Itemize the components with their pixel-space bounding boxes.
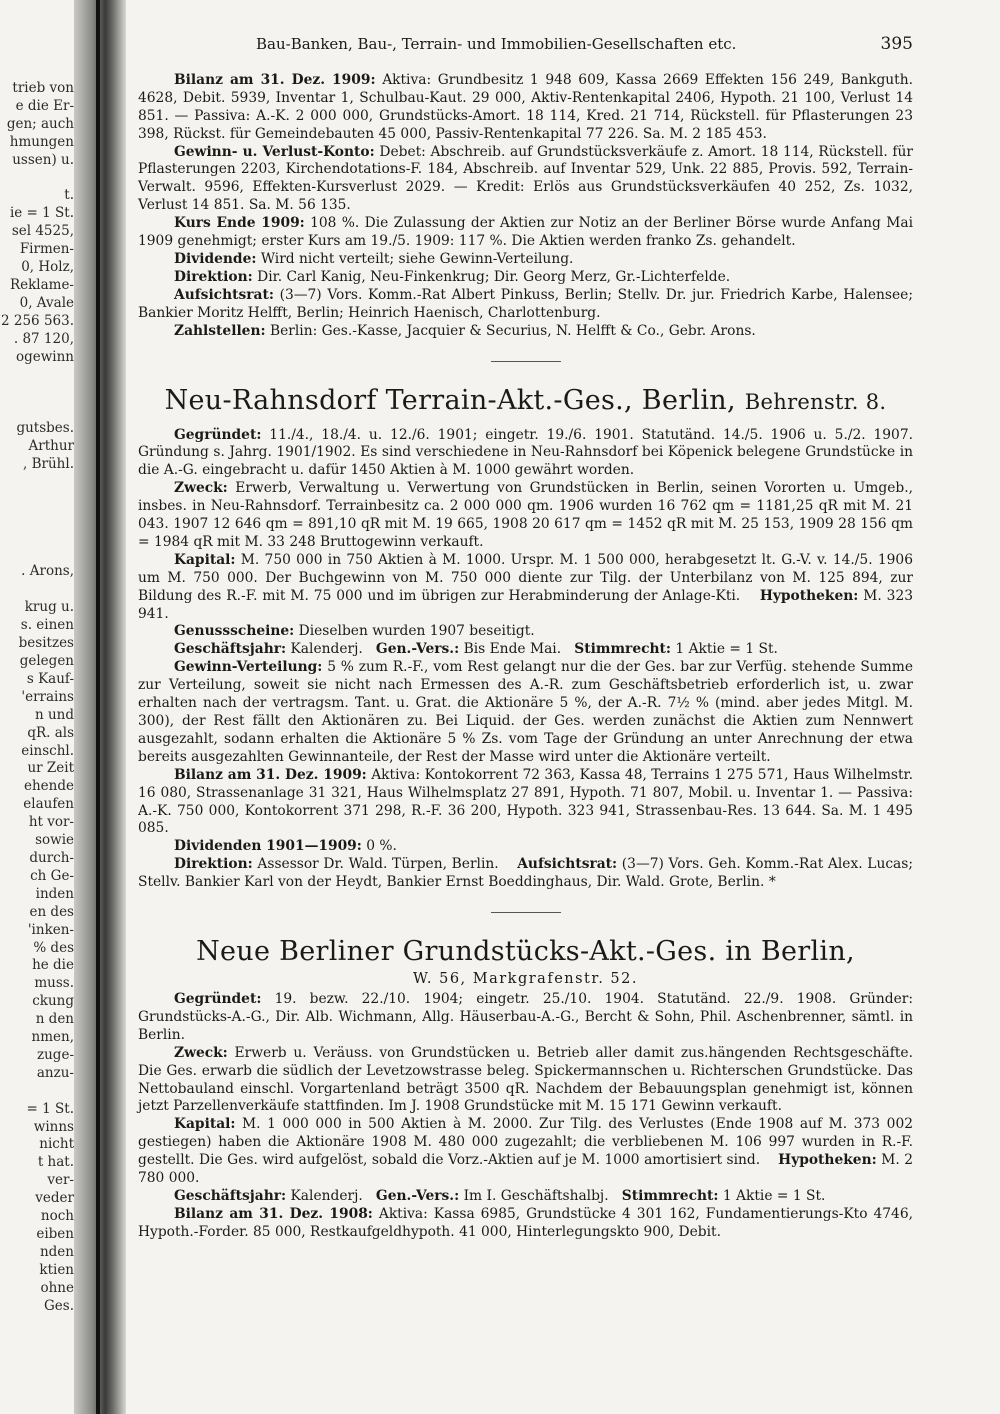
left-fragment-line: hmungen <box>9 133 74 150</box>
left-fragment-line: veder <box>35 1190 74 1207</box>
entry-zweck: Zweck: Erwerb u. Veräuss. von Grundstücken u. Betrieb aller damit zus.hängenden Rechtsgeschäfte. Die Ges. erwarb die südlich der Levetzowstrasse beleg. Spickermannschen u. Richterschen Grundstücke. Das Nettobauland einschl. Vorgartenland beträgt 3500 qR. Nachdem der Bebauungsplan genehmigt ist, können jetzt Parzellenverkäufe stattfinden. Im J. 1908 Grundstücke mit M. 15 171 Gewinn verkauft. <box>138 1044 913 1115</box>
entry-bilanz: Bilanz am 31. Dez. 1908: Aktiva: Kassa 6985, Grundstücke 4 301 162, Fundamentierungs-Kto 4746, Hypoth.-Forder. 85 000, Restkaufgeldhypoth. 41 000, Hinterlegungskto 900, Debit. <box>138 1205 913 1240</box>
left-fragment-line: ch Ge- <box>30 867 74 884</box>
company-address: W. 56, Markgrafenstr. 52. <box>413 971 638 988</box>
left-fragment-line <box>0 528 74 546</box>
entry-dividenden: Dividenden 1901—1909: 0 %. <box>174 838 397 855</box>
left-fragment-line: n den <box>35 1011 74 1028</box>
entry-kurs: Kurs Ende 1909: 108 %. Die Zulassung der Aktien zur Notiz an der Berliner Börse wurde Anfang Mai 1909 genehmigt; erster Kurs am 19./5. 1909: 117 %. Die Aktien werden franko Zs. gehandelt. <box>138 215 914 250</box>
left-fragment-line: . 87 120, <box>13 330 74 347</box>
left-fragment-line: ie = 1 St. <box>9 205 74 222</box>
left-fragment-line: ckung <box>32 993 74 1010</box>
left-fragment-line <box>0 402 74 420</box>
left-fragment-line: inden <box>35 885 74 902</box>
entry-geschaeftsjahr: Geschäftsjahr: Kalenderj. Gen.-Vers.: Im I. Geschäftshalbj. Stimmrecht: 1 Aktie = 1 St. <box>174 1187 826 1204</box>
entry-kapital: Kapital: M. 750 000 in 750 Aktien à M. 1000. Urspr. M. 1 500 000, herabgesetzt lt. G.-V. v. 14./5. 1906 um M. 750 000. Der Buchgewinn von M. 750 000 diente zur Tilg. der Unterbilanz von M. 125 894, zur Bildung des R.-F. mit M. 75 000 und im übrigen zur Herabminderung der Anlage-Kti. Hypotheken: M. 323 941. <box>138 551 914 622</box>
entry-zahlstellen: Zahlstellen: Berlin: Ges.-Kasse, Jacquier & Securius, N. Helfft & Co., Gebr. Arons. <box>174 322 756 339</box>
left-fragment-line: he die <box>32 957 74 974</box>
section-divider <box>491 361 561 362</box>
left-fragment-line <box>0 581 74 599</box>
left-fragment-line: elaufen <box>23 796 74 813</box>
left-fragment-line: ht vor- <box>28 814 74 831</box>
left-fragment-line: besitzes <box>18 635 74 652</box>
entry-direktion: Direktion: Dir. Carl Kanig, Neu-Finkenkrug; Dir. Georg Merz, Gr.-Lichterfelde. <box>174 268 731 285</box>
left-fragment-line: s. einen <box>20 617 74 634</box>
left-fragment-line: . Arons, <box>21 563 74 580</box>
left-fragment-line: ehende <box>24 778 74 795</box>
left-fragment-line: n und <box>34 706 74 723</box>
left-fragment-line <box>0 384 74 402</box>
left-fragment-line: nden <box>39 1243 74 1260</box>
left-fragment-line <box>0 1083 74 1101</box>
left-fragment-line <box>0 510 74 528</box>
left-fragment-line: winns <box>33 1118 74 1135</box>
gutter-shadow-line <box>96 0 100 1414</box>
entry-gegruendet: Gegründet: 19. bezw. 22./10. 1904; eingetr. 25./10. 1904. Statutänd. 22./9. 1908. Gründer: Grundstücks-A.-G., Dir. Alb. Wichmann, Allg. Häuserbau-A.-G., Bercht & Sohn, Phil. Aschenbrenner, sämtl. in Berlin. <box>138 990 913 1043</box>
left-fragment-line: Arthur <box>28 438 74 455</box>
entry-gegruendet: Gegründet: 11./4., 18./4. u. 12./6. 1901; eingetr. 19./6. 1901. Statutänd. 14./5. 1906 u. 5./2. 1907. Gründung s. Jahrg. 1901/1902. Es sind verschiedene in Neu-Rahnsdorf bei Köpenick belegene Grundstücke in die A.-G. eingebracht u. dafür 1450 Aktien à M. 1000 gewährt worden. <box>138 426 913 479</box>
left-fragment-line: % des <box>33 939 74 956</box>
left-fragment-line <box>0 474 74 492</box>
left-fragment-line: , Brühl. <box>23 456 74 473</box>
left-fragment-line: 0, Holz, <box>21 259 74 276</box>
left-fragment-line: Reklame- <box>9 276 74 293</box>
entry-zweck: Zweck: Erwerb, Verwaltung u. Verwertung von Grundstücken in Berlin, seinen Vororten u. Umgeb., insbes. in Neu-Rahnsdorf. Terrainbesitz ca. 2 000 000 qm. 1906 wurden 16 762 qm = 1181,25 qR mit M. 21 043. 1907 12 646 qm = 891,10 qR mit M. 19 665, 1908 20 617 qm = 1452 qR mit M. 25 153, 1909 28 156 qm = 1984 qR mit M. 33 248 Bruttogewinn verkauft. <box>138 480 913 550</box>
left-fragment-line: anzu- <box>36 1064 74 1081</box>
left-fragment-line: Firmen- <box>19 241 74 258</box>
left-fragment-line: Ges. <box>44 1297 74 1314</box>
left-fragment-line: sel 4525, <box>11 223 74 240</box>
left-fragment-line: t. <box>64 187 74 204</box>
left-fragment-line: 0, Avale <box>19 294 74 311</box>
book-gutter <box>74 0 126 1414</box>
left-fragment-line: krug u. <box>24 599 74 616</box>
left-fragment-line: zuge- <box>37 1046 74 1063</box>
left-fragment-line <box>0 546 74 564</box>
left-fragment-line: ktien <box>39 1261 74 1278</box>
entry-bilanz: Bilanz am 31. Dez. 1909: Aktiva: Grundbesitz 1 948 609, Kassa 2669 Effekten 156 249, Bankguth. 4628, Debit. 5939, Inventar 1, Schulbau-Kaut. 29 000, Aktiv-Rentenkapital 2406, Hypoth. 21 100, Verlust 14 851. — Passiva: A.-K. 2 000 000, Grundstücks-Amort. 18 114, Kred. 21 714, Rückstell. für Pflasterungen 23 398, Rückst. für Gemeindebauten 45 000, Passiv-Rentenkapital 77 226. Sa. M. 2 185 453. <box>138 71 914 142</box>
entry-genussscheine: Genussscheine: Dieselben wurden 1907 beseitigt. <box>174 623 535 640</box>
entry-kapital: Kapital: M. 1 000 000 in 500 Aktien à M. 2000. Zur Tilg. des Verlustes (Ende 1908 auf M. 373 002 gestiegen) haben die Aktionäre 1908 M. 480 000 zugezahlt; die verbliebenen M. 106 997 wurden in R.-F. gestellt. Die Ges. wird aufgelöst, sobald die Vorz.-Aktien auf je M. 1000 amortisiert sind. Hypotheken: M. 2 780 000. <box>138 1116 913 1187</box>
company-neu-rahnsdorf <box>138 384 913 893</box>
entry-direktion: Direktion: Assessor Dr. Wald. Türpen, Berlin. Aufsichtsrat: (3—7) Vors. Geh. Komm.-Rat Alex. Lucas; Stellv. Bankier Karl von der Heydt, Bankier Ernst Boeddinghaus, Dir. Wald. Grote, Berlin. * <box>138 856 914 891</box>
left-fragment-line: ogewinn <box>15 348 74 365</box>
entry-geschaeftsjahr: Geschäftsjahr: Kalenderj. Gen.-Vers.: Bis Ende Mai. Stimmrecht: 1 Aktie = 1 St. <box>174 641 778 658</box>
left-fragment-line: qR. als <box>27 724 74 741</box>
left-fragment-line: e die Er- <box>15 97 74 114</box>
running-header: Bau-Banken, Bau-, Terrain- und Immobilien-Gesellschaften etc. <box>256 35 737 53</box>
page-header <box>138 36 913 54</box>
main-column <box>138 36 913 1242</box>
left-fragment-line: ver- <box>47 1172 74 1189</box>
entry-bilanz: Bilanz am 31. Dez. 1909: Aktiva: Kontokorrent 72 363, Kassa 48, Terrains 1 275 571, Haus Wilhelmstr. 16 080, Strassenanlage 31 321, Haus Wilhelmsplatz 27 891, Hypoth. 71 807, Mobil. u. Inventar 1. — Passiva: A.-K. 750 000, Kontokorrent 371 298, R.-F. 36 200, Hypoth. 323 941, Strassenbau-Res. 13 644. Sa. M. 1 495 085. <box>138 766 913 837</box>
left-fragment-line: 'inken- <box>27 921 74 938</box>
left-fragment-line: en des <box>29 903 74 920</box>
section-continuation <box>138 72 913 341</box>
entry-gewinn-konto: Gewinn- u. Verlust-Konto: Debet: Abschreib. auf Grundstücksverkäufe z. Amort. 18 114, Rückstell. für Pflasterungen 2203, Kirchendotations-F. 184, Abschreib. auf Inventar 529, Unk. 22 885, Provis. 592, Terrain-Verwalt. 9596, Effekten-Kursverlust 2029. — Kredit: Erlös aus Grundstücksverkäufen 40 252, Zs. 1032, Verlust 14 851. Sa. M. 56 135. <box>138 143 913 214</box>
company-title: Neu-Rahnsdorf Terrain-Akt.-Ges., Berlin, Behrenstr. 8. <box>164 384 887 416</box>
left-fragment-line: einschl. <box>21 742 74 759</box>
entry-dividende: Dividende: Wird nicht verteilt; siehe Gewinn-Verteilung. <box>174 250 574 267</box>
company-neue-berliner <box>138 935 913 1242</box>
left-fragment-line <box>0 367 74 385</box>
left-fragment-line: nmen, <box>31 1029 74 1046</box>
left-fragment-line: gen; auch <box>6 115 74 132</box>
left-fragment-line: 2 256 563. <box>1 312 74 329</box>
left-fragment-line: sowie <box>35 832 74 849</box>
left-fragment-line: gutsbes. <box>16 420 74 437</box>
left-fragment-line: ussen) u. <box>12 151 74 168</box>
left-fragment-line <box>0 492 74 510</box>
page-number: 395 <box>880 34 913 54</box>
left-fragment-line: trieb von <box>12 80 74 96</box>
left-fragment-line: eiben <box>36 1226 74 1242</box>
left-fragment-line <box>0 170 74 188</box>
left-page-fragments <box>0 80 74 1316</box>
left-fragment-line: t hat. <box>37 1154 74 1171</box>
left-fragment-line: ur Zeit <box>27 760 74 777</box>
left-fragment-line: durch- <box>29 849 74 866</box>
left-fragment-line: noch <box>40 1208 74 1225</box>
left-fragment-line: gelegen <box>19 653 74 669</box>
left-fragment-line: = 1 St. <box>26 1100 74 1117</box>
company-title: Neue Berliner Grundstücks-Akt.-Ges. in Berlin, <box>196 936 855 968</box>
entry-gewinn-verteilung: Gewinn-Verteilung: 5 % zum R.-F., vom Rest gelangt nur die der Ges. bar zur Verfüg. stehende Summe zur Verteilung, soweit sie nicht nach Ermessen des A.-R. zum Geschäftsbetrieb erforderlich ist, u. zwar erhalten nach der vertragsm. Tant. u. Grat. die Aktionäre 5 %, der A.-R. 7½ % (mind. aber jedes Mitgl. M. 300), der Rest fällt den Aktionären zu. Bei Liquid. der Ges. werden zunächst die Aktien zum Nennwert ausgezahlt, sodann erhalten die Aktionäre 5 % Zs. vom Tage der Gründung an unter Anrechnung der etwa bereits ausgezahlten Gewinnanteile, der Rest der Masse wird unter die Aktionäre verteilt. <box>138 659 913 765</box>
left-fragment-line: ohne <box>40 1279 74 1296</box>
left-fragment-line: 'errains <box>21 688 74 705</box>
left-fragment-line: muss. <box>34 975 74 992</box>
entry-aufsichtsrat: Aufsichtsrat: (3—7) Vors. Komm.-Rat Albert Pinkuss, Berlin; Stellv. Dr. jur. Friedrich Karbe, Halensee; Bankier Moritz Helfft, Berlin; Heinrich Haenisch, Charlottenburg. <box>138 286 913 321</box>
left-fragment-line: nicht <box>39 1136 74 1153</box>
section-divider <box>491 912 561 913</box>
left-fragment-line: s Kauf- <box>26 670 74 687</box>
